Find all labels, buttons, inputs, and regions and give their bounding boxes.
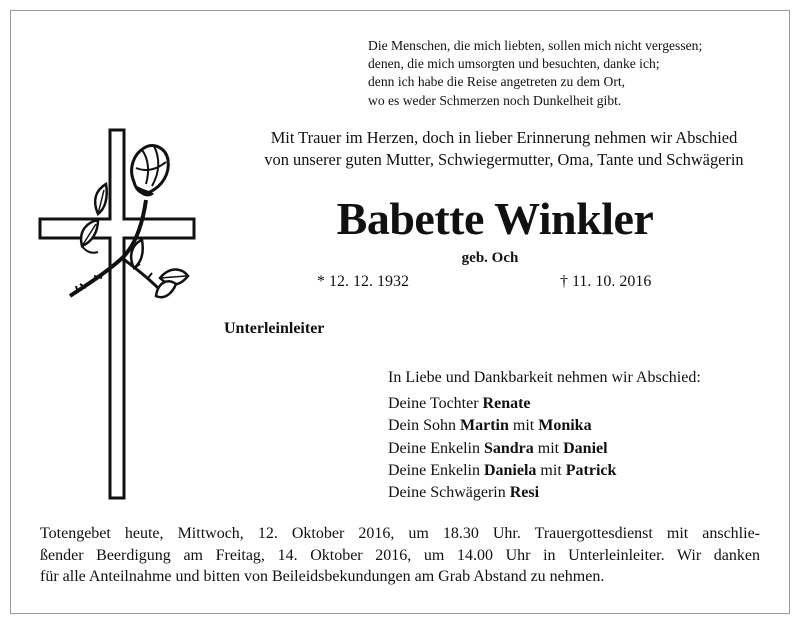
death-date: † 11. 10. 2016 (560, 273, 652, 290)
relation: Deine Enkelin (388, 439, 484, 457)
mourner-name: Renate (482, 395, 531, 413)
relation: Deine Schwägerin (388, 484, 510, 502)
intro-line: von unserer guten Mutter, Schwiegermutter, Oma, Tante und Schwägerin (264, 149, 744, 169)
mourner-name: Resi (509, 484, 540, 502)
mourner-line (388, 482, 788, 504)
relation: Deine Tochter (388, 395, 483, 413)
hometown: Unterleinleiter (224, 320, 325, 337)
service-information (40, 523, 760, 588)
mourners-list (388, 367, 788, 504)
deceased-name: Babette Winkler (336, 193, 654, 244)
connector: mit (536, 461, 566, 479)
mourner-line (388, 415, 788, 437)
intro-text (224, 127, 784, 170)
partner-name: Monika (538, 417, 592, 435)
mourner-line (388, 438, 788, 460)
poem-line: wo es weder Schmerzen noch Dunkelheit gibt. (368, 92, 622, 108)
poem-line: denen, die mich umsorgten und besuchten, danke ich; (368, 56, 660, 72)
mourner-line (388, 460, 788, 482)
connector: mit (508, 417, 539, 435)
service-line: für alle Anteilnahme und bitten von Beileidsbekundungen am Grab Abstand zu nehmen. (40, 568, 605, 585)
mourner-name: Sandra (483, 439, 534, 457)
mourners-heading: In Liebe und Dankbarkeit nehmen wir Abschied: (388, 369, 701, 386)
mourner-name: Daniela (483, 461, 537, 479)
poem-line: denn ich habe die Reise angetreten zu dem Ort, (368, 74, 626, 90)
poem-line: Die Menschen, die mich liebten, sollen mich nicht vergessen; (368, 38, 703, 53)
partner-name: Patrick (565, 461, 617, 479)
cross-with-rose-icon (38, 128, 204, 500)
intro-line: Mit Trauer im Herzen, doch in lieber Erinnerung nehmen wir Abschied (270, 128, 738, 147)
birth-name: geb. Och (461, 250, 519, 266)
connector: mit (533, 439, 564, 457)
service-line: ßender Beerdigung am Freitag, 14. Oktober 2016, um 14.00 Uhr in Unterleinleiter. Wir danken (40, 546, 760, 564)
poem (368, 37, 778, 110)
partner-name: Daniel (563, 439, 608, 457)
mourner-name: Martin (460, 417, 509, 435)
birth-date: * 12. 12. 1932 (317, 273, 409, 290)
relation: Deine Enkelin (388, 461, 484, 479)
service-line: Totengebet heute, Mittwoch, 12. Oktober 2016, um 18.30 Uhr. Trauergottesdienst mit anschlie- (40, 525, 760, 542)
mourner-line (388, 393, 788, 415)
relation: Dein Sohn (388, 417, 460, 435)
